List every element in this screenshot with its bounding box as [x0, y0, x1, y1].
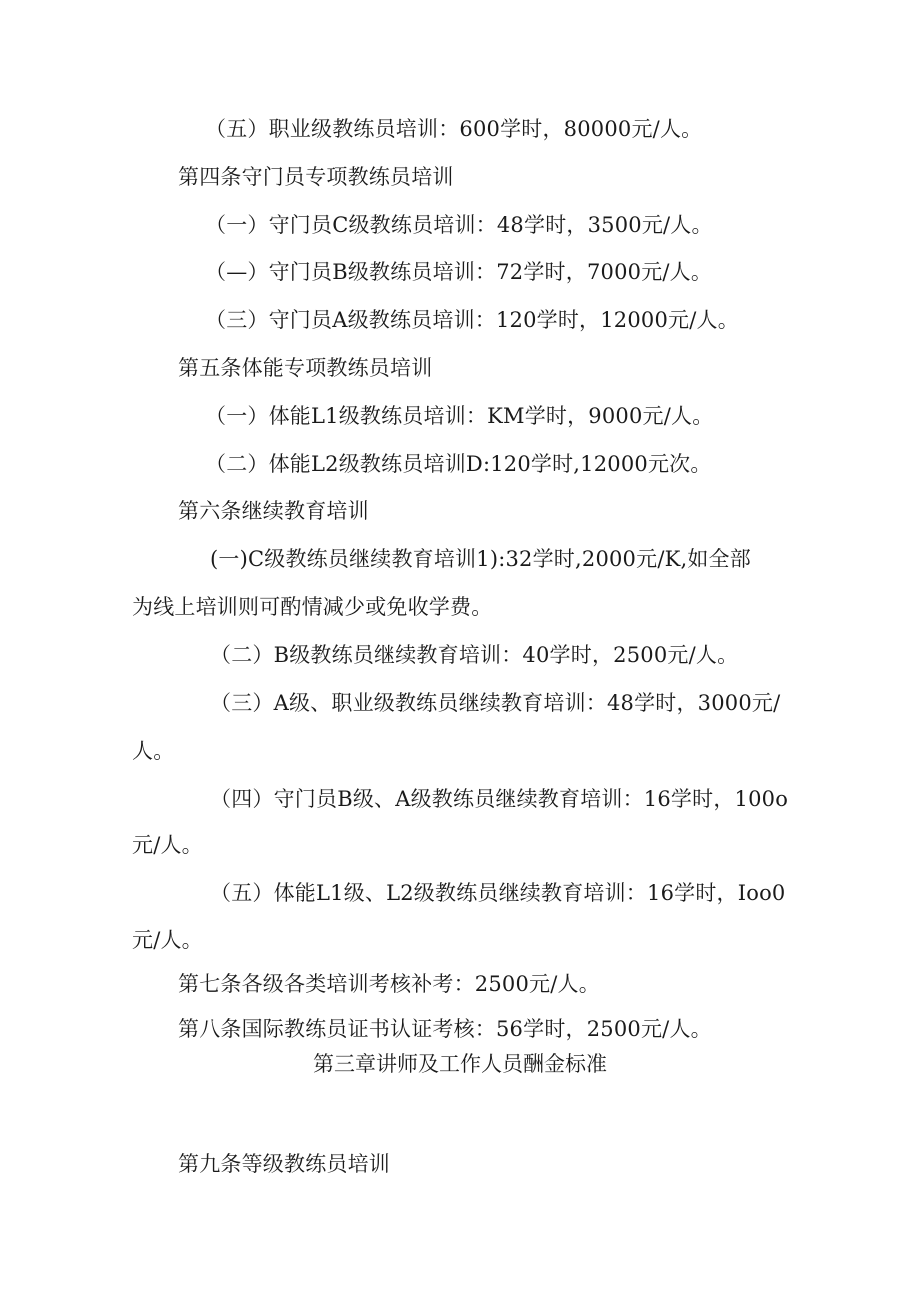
- article-6-item-4-line-1: （四）守门员B级、A级教练员继续教育培训：16学时，100o: [210, 787, 789, 811]
- article-6-heading: 第六条继续教育培训: [178, 499, 369, 523]
- article-6-item-1-line-2: 为线上培训则可酌情减少或免收学费。: [132, 595, 493, 619]
- clause-5-pro-level-training: （五）职业级教练员培训：600学时，80000元/人。: [205, 117, 703, 141]
- article-5-heading: 第五条体能专项教练员培训: [178, 356, 433, 380]
- article-6-item-2: （二）B级教练员继续教育培训：40学时，2500元/人。: [210, 643, 739, 667]
- article-4-item-2: （—）守门员B级教练员培训：72学时，7000元/人。: [205, 260, 713, 284]
- article-6-item-4-line-2: 元/人。: [132, 833, 203, 857]
- article-5-item-2: （二）体能L2级教练员培训D:120学时,12000元次。: [205, 452, 712, 476]
- article-6-item-3-line-1: （三）A级、职业级教练员继续教育培训：48学时，3000元/: [210, 691, 781, 715]
- article-4-heading: 第四条守门员专项教练员培训: [178, 165, 454, 189]
- article-7: 第七条各级各类培训考核补考：2500元/人。: [178, 972, 600, 996]
- article-6-item-3-line-2: 人。: [132, 739, 175, 763]
- article-4-item-1: （一）守门员C级教练员培训：48学时，3500元/人。: [205, 213, 713, 237]
- article-8: 第八条国际教练员证书认证考核：56学时，2500元/人。: [178, 1017, 712, 1041]
- article-9-heading: 第九条等级教练员培训: [178, 1152, 390, 1176]
- article-4-item-3: （三）守门员A级教练员培训：120学时，12000元/人。: [205, 308, 739, 332]
- article-5-item-1: （一）体能L1级教练员培训：KM学时，9000元/人。: [205, 404, 714, 428]
- chapter-3-heading: 第三章讲师及工作人员酬金标准: [313, 1052, 607, 1076]
- article-6-item-5-line-1: （五）体能L1级、L2级教练员继续教育培训：16学时，Ioo0: [210, 881, 786, 905]
- article-6-item-5-line-2: 元/人。: [132, 928, 203, 952]
- article-6-item-1-line-1: (一)C级教练员继续教育培训1):32学时,2000元/K,如全部: [210, 547, 751, 571]
